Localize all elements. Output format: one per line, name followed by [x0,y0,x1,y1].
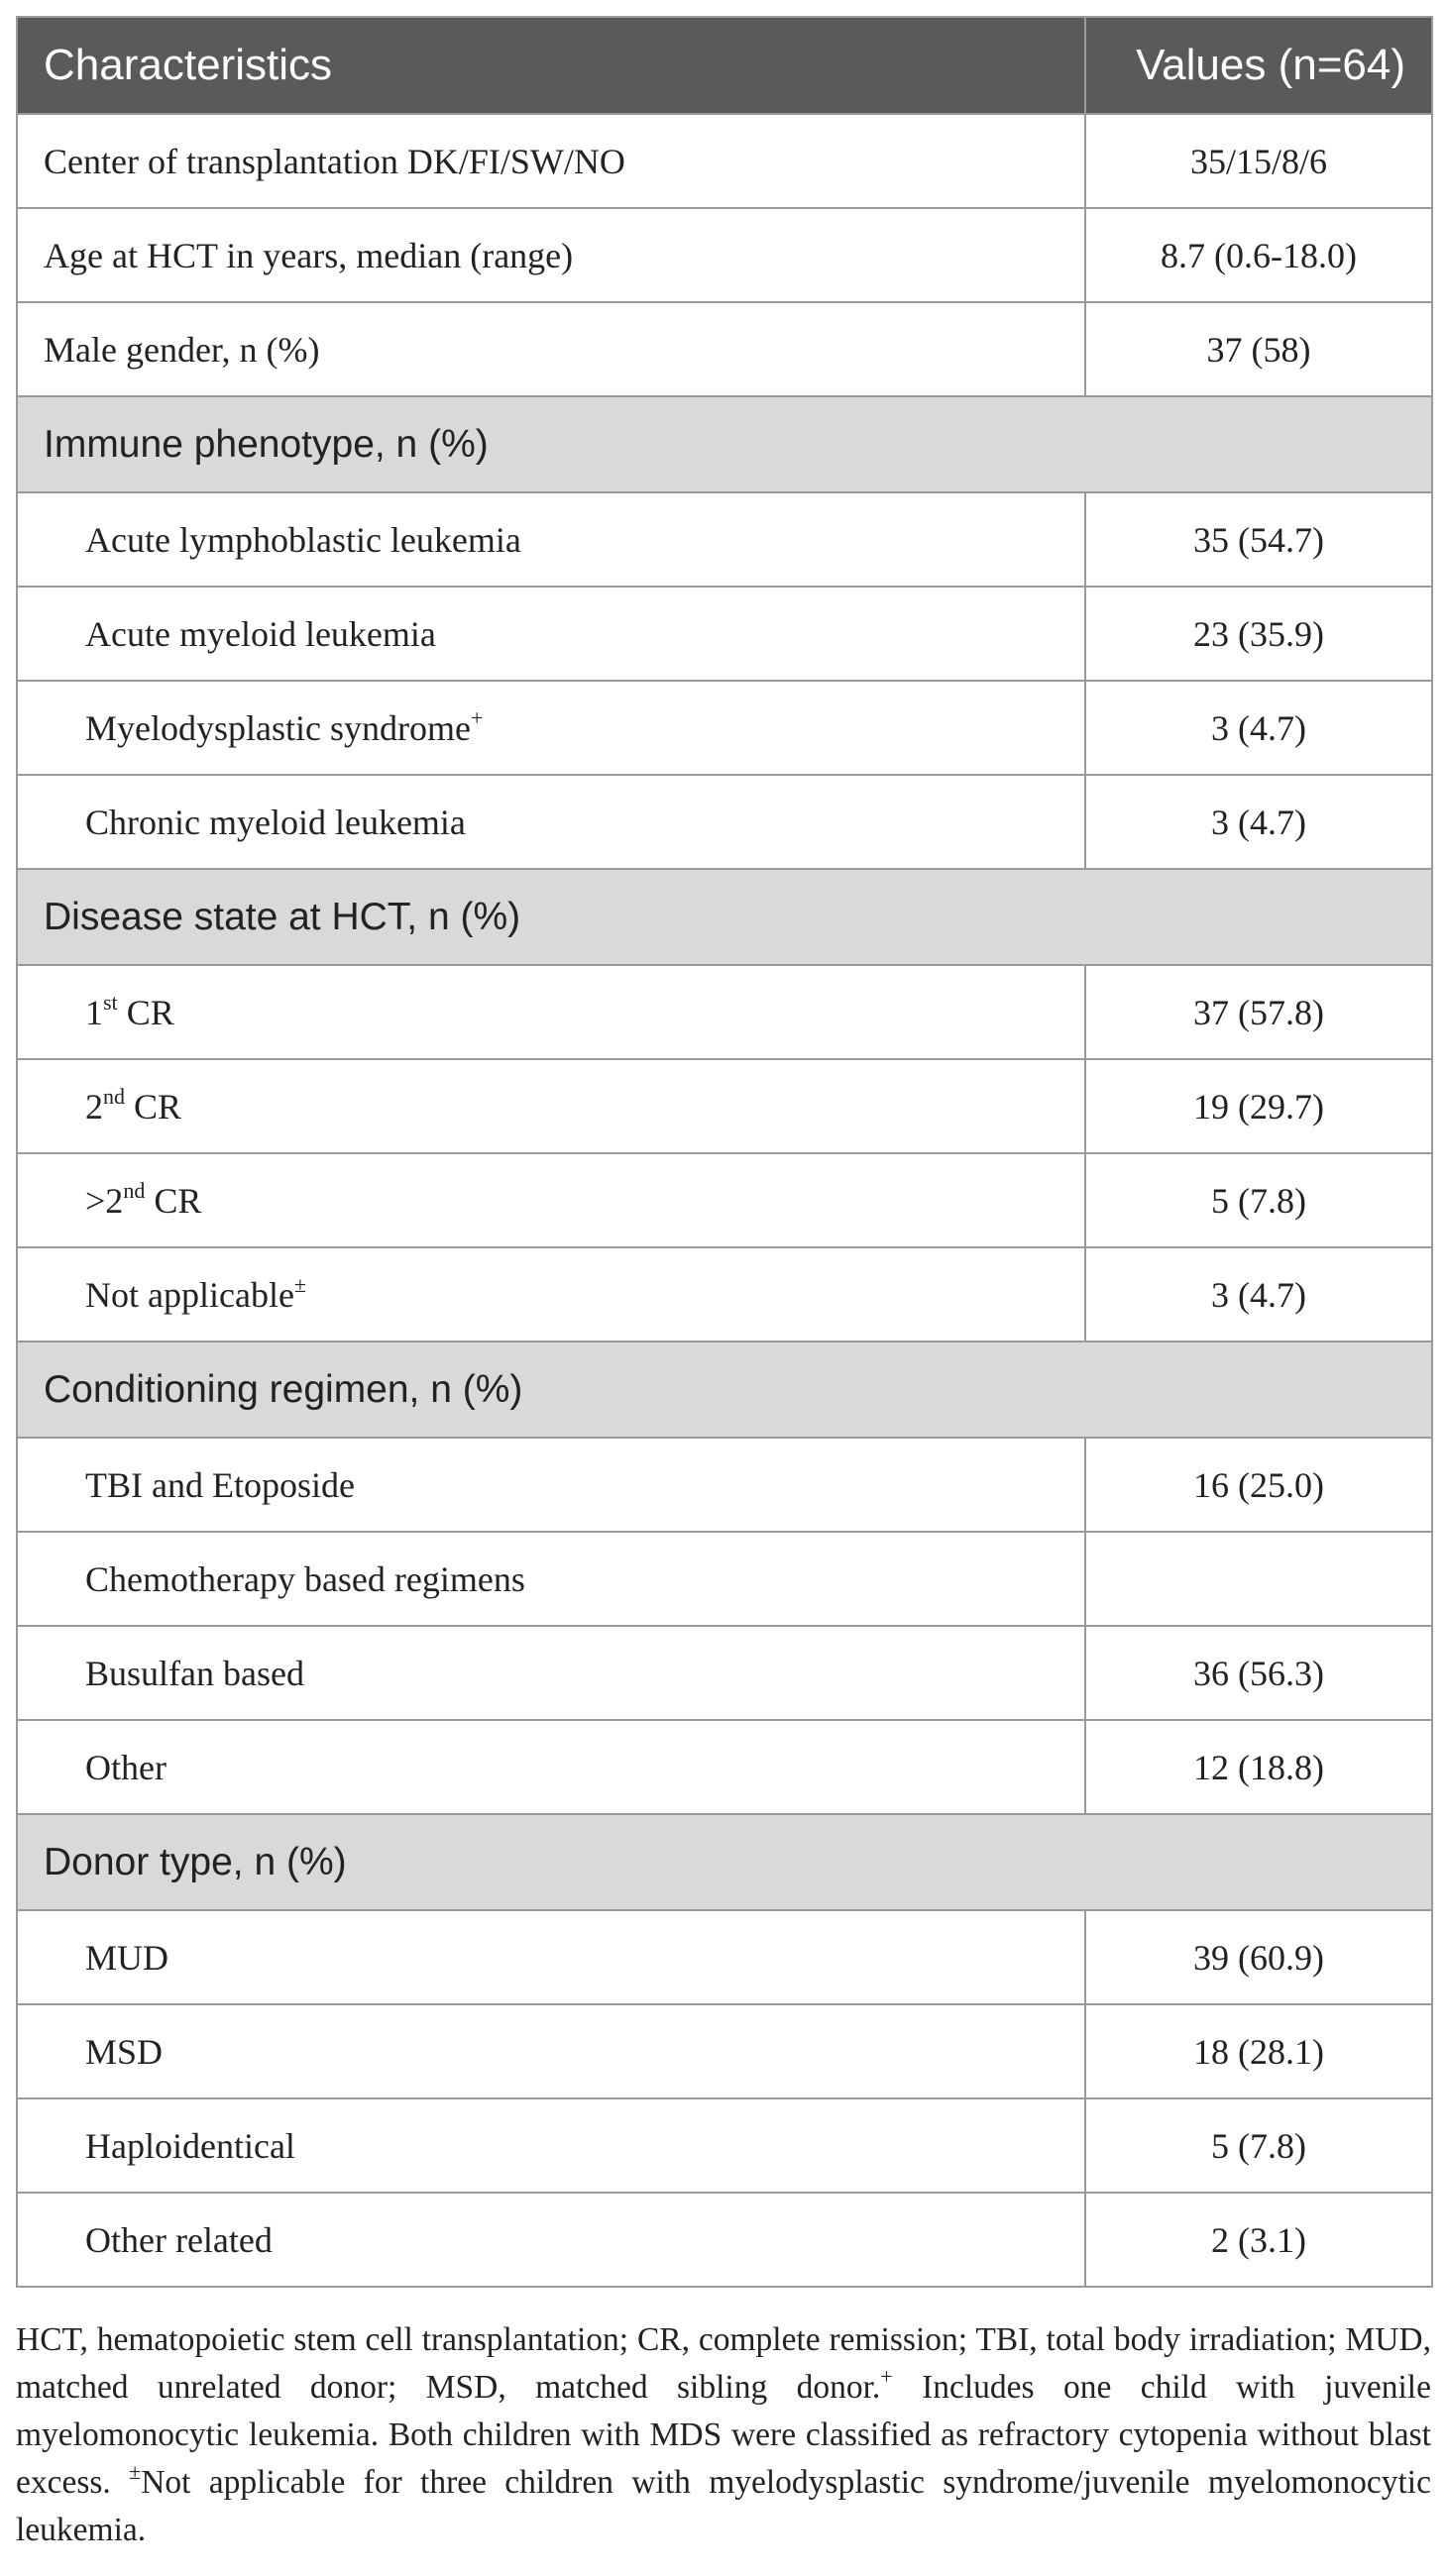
table-row [17,114,1432,208]
row-value: 19 (29.7) [1085,1059,1432,1153]
footnote-text: HCT, hematopoietic stem cell transplantation; CR, complete remission; TBI, total body irradiation; MUD, matched unrelated donor; MSD, matched sibling donor. [16,2321,1431,2406]
row-label-text: Myelodysplastic syndrome [85,707,471,748]
row-label: Acute lymphoblastic leukemia [17,492,1085,587]
section-title: Conditioning regimen, n (%) [17,1342,1432,1438]
row-label: Center of transplantation DK/FI/SW/NO [17,114,1085,208]
row-value: 3 (4.7) [1085,1247,1432,1342]
section-title: Donor type, n (%) [17,1814,1432,1910]
table-row [17,1910,1432,2004]
row-label: Male gender, n (%) [17,302,1085,396]
row-value: 3 (4.7) [1085,775,1432,869]
table-row [17,1720,1432,1814]
row-label: Acute myeloid leukemia [17,587,1085,681]
row-value: 39 (60.9) [1085,1910,1432,2004]
table-header-row [17,17,1432,114]
table-row [17,775,1432,869]
row-value: 16 (25.0) [1085,1438,1432,1532]
characteristics-table [16,16,1433,2288]
row-label: Other [17,1720,1085,1814]
row-value: 3 (4.7) [1085,681,1432,775]
row-label: Age at HCT in years, median (range) [17,208,1085,302]
table-row [17,492,1432,587]
row-value: 5 (7.8) [1085,2098,1432,2193]
row-value: 23 (35.9) [1085,587,1432,681]
table-row [17,965,1432,1059]
row-value: 5 (7.8) [1085,1153,1432,1247]
row-value: 36 (56.3) [1085,1626,1432,1720]
ordinal-suffix: nd [123,1177,146,1203]
row-value: 35/15/8/6 [1085,114,1432,208]
table-footnote [16,2316,1431,2554]
row-label-pre: >2 [85,1180,124,1221]
section-header-conditioning-regimen [17,1342,1432,1438]
row-label: Busulfan based [17,1626,1085,1720]
header-characteristics: Characteristics [17,17,1085,114]
section-title: Disease state at HCT, n (%) [17,869,1432,965]
row-label-post: CR [125,1086,182,1127]
footnote-text: Includes one child with juvenile myelomonocytic leukemia. Both children with MDS were classified as refractory cytopenia without blast excess. [16,2369,1431,2501]
row-value: 8.7 (0.6-18.0) [1085,208,1432,302]
table-row [17,1247,1432,1342]
row-label-pre: 1 [85,992,103,1032]
table-row [17,1438,1432,1532]
row-label [17,681,1085,775]
footnote-marker: ± [293,1271,306,1297]
row-label-post: CR [145,1180,202,1221]
table-row [17,2098,1432,2193]
row-value: 37 (57.8) [1085,965,1432,1059]
section-header-disease-state [17,869,1432,965]
table-row [17,2193,1432,2287]
row-label [17,1247,1085,1342]
row-label: TBI and Etoposide [17,1438,1085,1532]
row-label-pre: 2 [85,1086,103,1127]
row-value: 2 (3.1) [1085,2193,1432,2287]
header-values: Values (n=64) [1085,17,1432,114]
footnote-marker: + [880,2363,893,2389]
table-row [17,587,1432,681]
ordinal-suffix: st [103,989,118,1015]
table-row [17,681,1432,775]
row-value: 35 (54.7) [1085,492,1432,587]
row-value [1085,1532,1432,1626]
row-label-pre: Not applicable [85,1274,294,1315]
table-row [17,1626,1432,1720]
row-label: Haploidentical [17,2098,1085,2193]
table-row [17,2004,1432,2098]
row-label: Chronic myeloid leukemia [17,775,1085,869]
row-label: MSD [17,2004,1085,2098]
row-value: 37 (58) [1085,302,1432,396]
footnote-marker: + [470,704,484,730]
table-row [17,208,1432,302]
footnote-marker: ± [129,2458,142,2484]
row-value: 12 (18.8) [1085,1720,1432,1814]
row-label [17,1059,1085,1153]
section-header-donor-type [17,1814,1432,1910]
row-label [17,965,1085,1059]
row-label: Other related [17,2193,1085,2287]
table-row [17,1059,1432,1153]
section-header-immune-phenotype [17,396,1432,492]
table-row [17,1153,1432,1247]
row-label-post: CR [117,992,174,1032]
row-value: 18 (28.1) [1085,2004,1432,2098]
section-title: Immune phenotype, n (%) [17,396,1432,492]
table-row [17,1532,1432,1626]
row-label: Chemotherapy based regimens [17,1532,1085,1626]
ordinal-suffix: nd [103,1083,125,1109]
footnote-text: Not applicable for three children with myelodysplastic syndrome/juvenile myelomonocytic leukemia. [16,2464,1431,2548]
row-label: MUD [17,1910,1085,2004]
table-row [17,302,1432,396]
row-label [17,1153,1085,1247]
